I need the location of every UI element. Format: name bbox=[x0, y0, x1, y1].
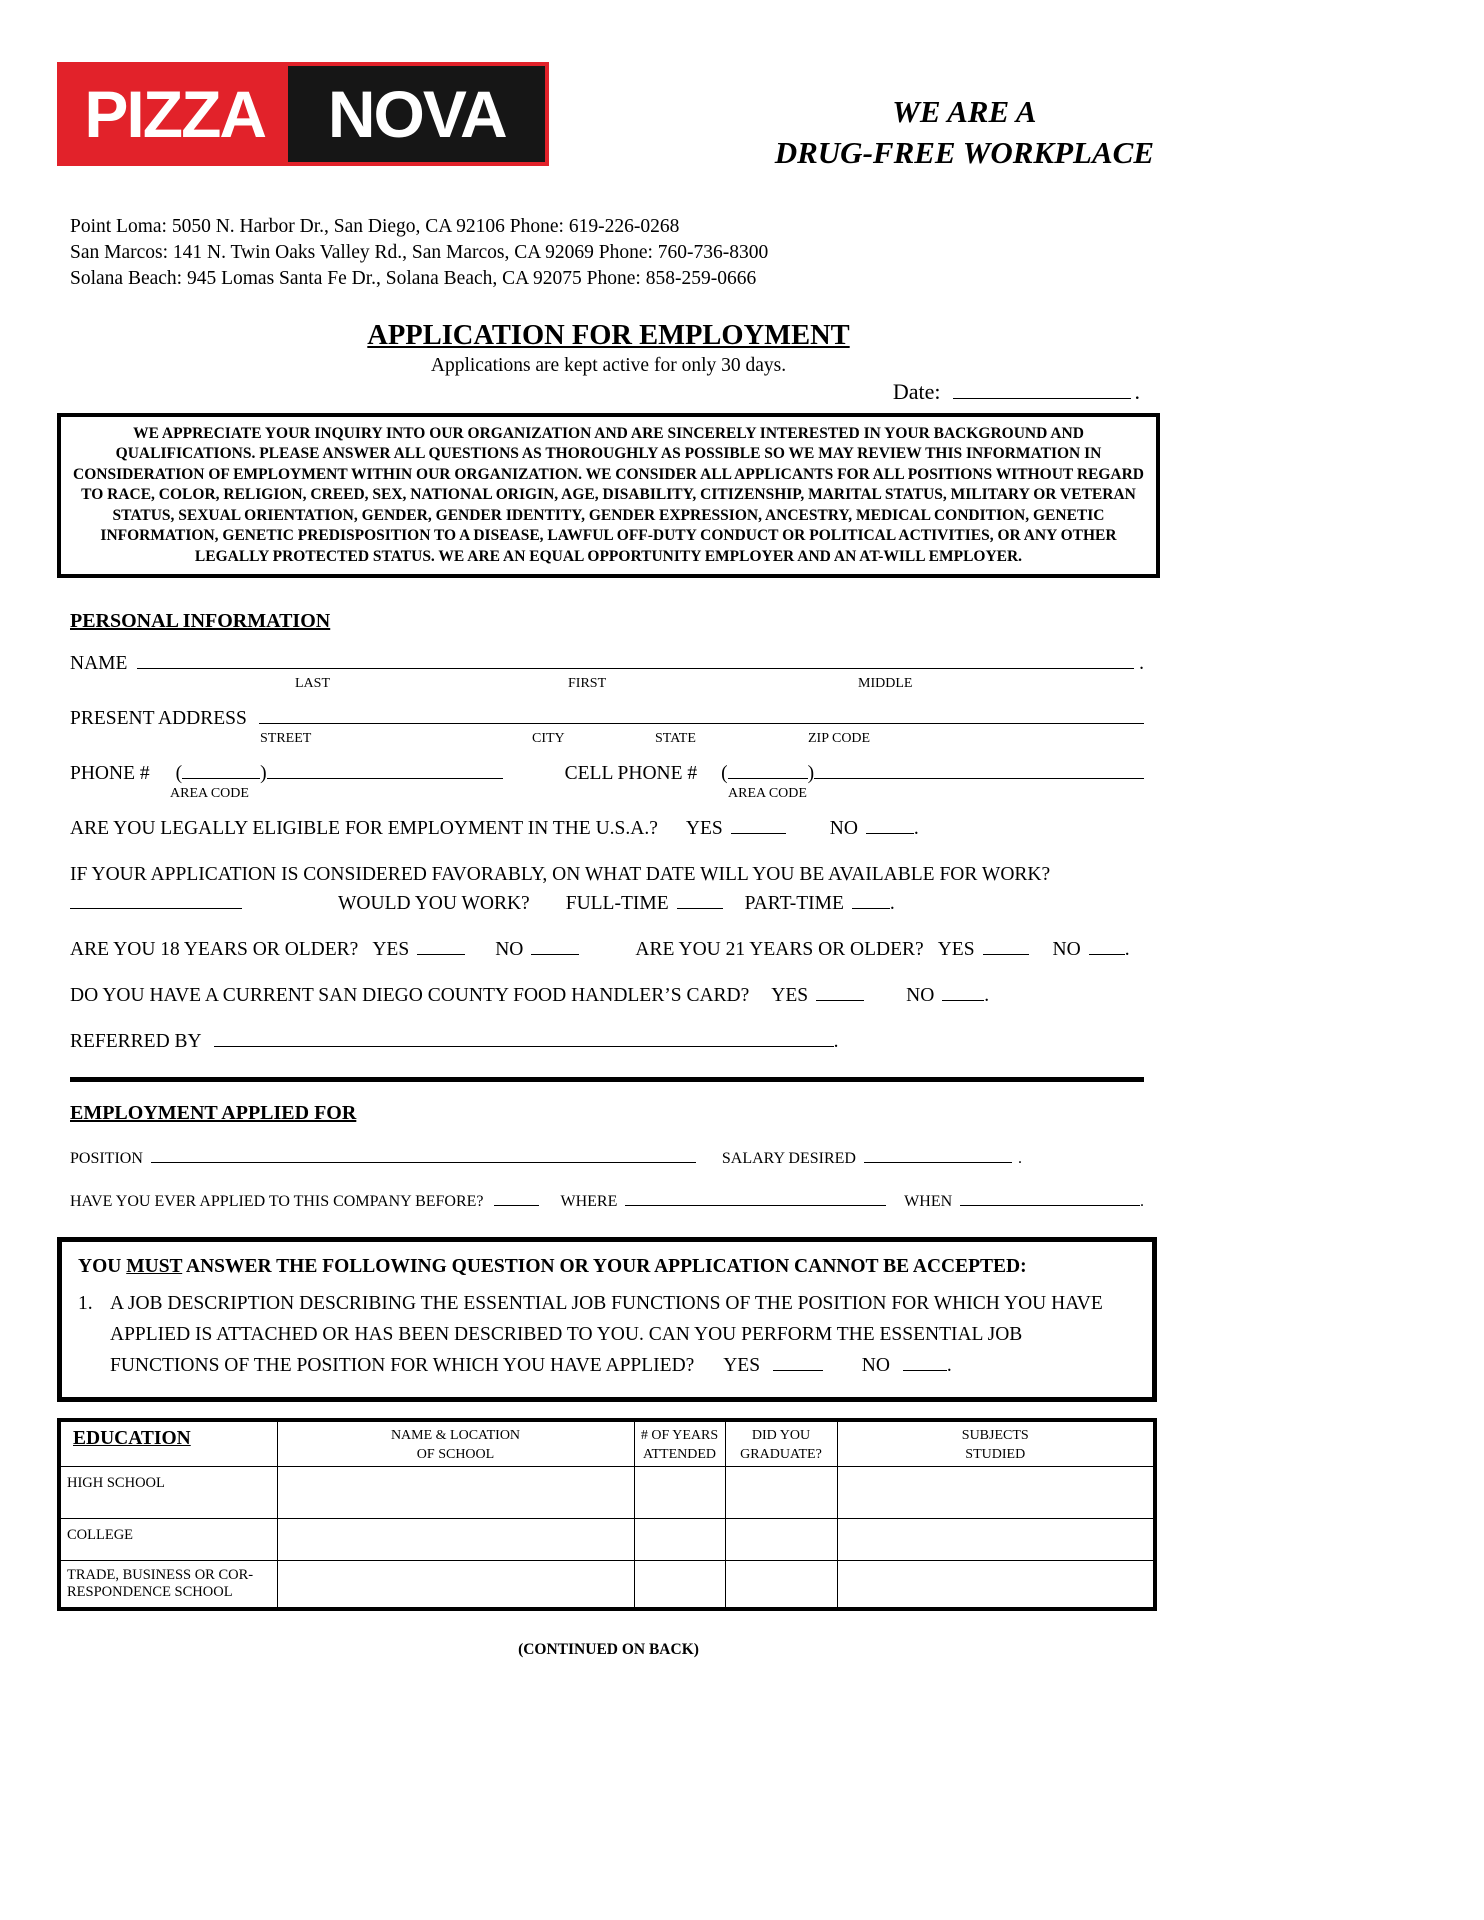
food-handler-row bbox=[70, 985, 1144, 1007]
col-school-line2: OF SCHOOL bbox=[416, 1447, 495, 1463]
eligible-row bbox=[70, 818, 1144, 840]
cell-number-field[interactable] bbox=[814, 763, 1144, 779]
would-you-work-label: WOULD YOU WORK? bbox=[338, 893, 530, 915]
high-school-graduate-cell[interactable] bbox=[725, 1467, 837, 1519]
cell-area-code-field[interactable] bbox=[728, 763, 808, 779]
question-text: A JOB DESCRIPTION DESCRIBING THE ESSENTIAL JOB FUNCTIONS OF THE POSITION FOR WHICH YOU HAVE APPLIED IS ATTACHED OR HAS BEEN DESCRIBED TO YOU. CAN YOU PERFORM THE ESSENTIAL JOB FUNCTIONS OF THE POSITION FOR WHICH YOU HAVE APPLIED? bbox=[110, 1293, 1103, 1377]
salary-desired-label: SALARY DESIRED bbox=[721, 1150, 856, 1168]
logo-pizza-text: PIZZA bbox=[61, 66, 288, 162]
row-label-trade bbox=[59, 1561, 277, 1609]
phone-label: PHONE # bbox=[70, 763, 150, 785]
available-question: IF YOUR APPLICATION IS CONSIDERED FAVORABLY, ON WHAT DATE WILL YOU BE AVAILABLE FOR WORK? bbox=[70, 864, 1051, 886]
referred-by-row bbox=[70, 1031, 1144, 1053]
education-header-row bbox=[59, 1420, 1155, 1467]
header bbox=[57, 62, 1160, 174]
sublabel-area-code-phone: AREA CODE bbox=[170, 786, 249, 802]
form-subtitle: Applications are kept active for only 30 days. bbox=[430, 354, 787, 376]
location-solana-beach: Solana Beach: 945 Lomas Santa Fe Dr., Solana Beach, CA 92075 Phone: 858-259-0666 bbox=[70, 267, 757, 289]
phone-area-code-field[interactable] bbox=[182, 763, 260, 779]
sublabel-area-code-cell: AREA CODE bbox=[728, 786, 807, 802]
education-row-trade bbox=[59, 1561, 1155, 1609]
pizza-nova-logo bbox=[57, 62, 549, 166]
period: . bbox=[1017, 1150, 1022, 1168]
applied-before-row bbox=[70, 1190, 1144, 1211]
eligible-no-field[interactable] bbox=[866, 818, 914, 834]
part-time-field[interactable] bbox=[852, 893, 890, 909]
position-label: POSITION bbox=[70, 1150, 143, 1168]
position-row bbox=[70, 1147, 1144, 1168]
yes-label: YES bbox=[685, 818, 723, 840]
period: . bbox=[1124, 939, 1130, 961]
trade-label-line2: RESPONDENCE SCHOOL bbox=[67, 1584, 233, 1601]
applied-before-question: HAVE YOU EVER APPLIED TO THIS COMPANY BEFORE? bbox=[70, 1193, 484, 1211]
referred-by-field[interactable] bbox=[214, 1031, 834, 1047]
part-time-label: PART-TIME bbox=[744, 893, 844, 915]
high-school-subjects-cell[interactable] bbox=[837, 1467, 1155, 1519]
form-title-text: APPLICATION FOR EMPLOYMENT bbox=[367, 319, 850, 351]
college-subjects-cell[interactable] bbox=[837, 1519, 1155, 1561]
no-label: NO bbox=[1052, 939, 1081, 961]
personal-information-heading: PERSONAL INFORMATION bbox=[70, 610, 331, 633]
full-time-label: FULL-TIME bbox=[565, 893, 669, 915]
date-field[interactable] bbox=[953, 383, 1131, 399]
location-san-marcos: San Marcos: 141 N. Twin Oaks Valley Rd., San Marcos, CA 92069 Phone: 760-736-8300 bbox=[70, 241, 769, 263]
col-years-header bbox=[634, 1420, 725, 1467]
col-grad-line2: GRADUATE? bbox=[740, 1447, 822, 1463]
phone-number-field[interactable] bbox=[267, 763, 503, 779]
must-answer-box bbox=[57, 1237, 1157, 1402]
address-row bbox=[70, 708, 1144, 730]
period: . bbox=[1134, 378, 1140, 404]
food-handler-no-field[interactable] bbox=[942, 985, 984, 1001]
education-row-college bbox=[59, 1519, 1155, 1561]
row-label-college: COLLEGE bbox=[59, 1519, 277, 1561]
when-label: WHEN bbox=[904, 1193, 953, 1211]
period: . bbox=[1139, 653, 1144, 675]
date-row bbox=[57, 379, 1160, 405]
college-years-cell[interactable] bbox=[634, 1519, 725, 1561]
form-title bbox=[57, 320, 1160, 352]
sublabel-middle: MIDDLE bbox=[858, 676, 913, 692]
name-label: NAME bbox=[70, 653, 128, 675]
sublabel-first: FIRST bbox=[568, 676, 607, 692]
age18-question: ARE YOU 18 YEARS OR OLDER? bbox=[70, 939, 359, 961]
where-label: WHERE bbox=[560, 1193, 618, 1211]
present-address-field[interactable] bbox=[259, 708, 1144, 724]
education-table bbox=[57, 1418, 1157, 1611]
must-q1-yes-field[interactable] bbox=[773, 1355, 823, 1371]
period: . bbox=[984, 985, 990, 1007]
employment-applied-heading: EMPLOYMENT APPLIED FOR bbox=[70, 1102, 357, 1125]
available-date-field[interactable] bbox=[70, 893, 242, 909]
trade-years-cell[interactable] bbox=[634, 1561, 725, 1609]
open-paren: ( bbox=[721, 763, 728, 785]
no-label: NO bbox=[861, 1355, 890, 1377]
age18-yes-field[interactable] bbox=[417, 939, 465, 955]
sublabel-state: STATE bbox=[655, 731, 696, 747]
continued-on-back: (CONTINUED ON BACK) bbox=[518, 1640, 699, 1658]
age-row bbox=[70, 939, 1144, 961]
present-address-label: PRESENT ADDRESS bbox=[70, 708, 247, 730]
salary-field[interactable] bbox=[864, 1147, 1012, 1163]
phone-row bbox=[70, 763, 1144, 785]
col-graduate-header bbox=[725, 1420, 837, 1467]
high-school-name-cell[interactable] bbox=[277, 1467, 634, 1519]
applied-before-field[interactable] bbox=[494, 1190, 539, 1206]
college-graduate-cell[interactable] bbox=[725, 1519, 837, 1561]
no-label: NO bbox=[829, 818, 858, 840]
high-school-years-cell[interactable] bbox=[634, 1467, 725, 1519]
tagline-line1: WE ARE A bbox=[892, 94, 1037, 129]
row-label-high-school: HIGH SCHOOL bbox=[59, 1467, 277, 1519]
store-locations bbox=[70, 214, 1160, 292]
must-q1-no-field[interactable] bbox=[903, 1355, 947, 1371]
eligible-yes-field[interactable] bbox=[731, 818, 786, 834]
sublabel-last: LAST bbox=[295, 676, 330, 692]
must-heading-pre: YOU bbox=[78, 1256, 127, 1278]
question-number: 1. bbox=[78, 1293, 93, 1315]
full-time-field[interactable] bbox=[677, 893, 723, 909]
must-heading-post: ANSWER THE FOLLOWING QUESTION OR YOUR APPLICATION CANNOT BE ACCEPTED: bbox=[182, 1256, 1027, 1278]
when-field[interactable] bbox=[960, 1190, 1140, 1206]
position-field[interactable] bbox=[151, 1147, 696, 1163]
tagline-line2: DRUG-FREE WORKPLACE bbox=[774, 134, 1154, 170]
period: . bbox=[889, 893, 895, 915]
area-code-sublabels bbox=[70, 785, 1160, 805]
college-name-cell[interactable] bbox=[277, 1519, 634, 1561]
must-question-1 bbox=[78, 1288, 1136, 1381]
trade-subjects-cell[interactable] bbox=[837, 1561, 1155, 1609]
trade-graduate-cell[interactable] bbox=[725, 1561, 837, 1609]
open-paren: ( bbox=[175, 763, 183, 785]
period: . bbox=[833, 1031, 839, 1053]
trade-name-cell[interactable] bbox=[277, 1561, 634, 1609]
food-handler-question: DO YOU HAVE A CURRENT SAN DIEGO COUNTY FOOD HANDLER’S CARD? bbox=[70, 985, 750, 1007]
col-subjects-header bbox=[837, 1420, 1155, 1467]
col-subjects-line2: STUDIED bbox=[965, 1447, 1026, 1463]
education-heading: EDUCATION bbox=[73, 1428, 191, 1450]
yes-label: YES bbox=[771, 985, 809, 1007]
food-handler-yes-field[interactable] bbox=[816, 985, 864, 1001]
must-answer-heading bbox=[78, 1256, 1136, 1278]
col-school-header bbox=[277, 1420, 634, 1467]
col-school-line1: NAME & LOCATION bbox=[390, 1428, 521, 1444]
location-point-loma: Point Loma: 5050 N. Harbor Dr., San Diego, CA 92106 Phone: 619-226-0268 bbox=[70, 215, 680, 237]
col-years-line1: # OF YEARS bbox=[640, 1428, 719, 1444]
col-subjects-line1: SUBJECTS bbox=[961, 1428, 1029, 1444]
where-field[interactable] bbox=[625, 1190, 886, 1206]
col-grad-line1: DID YOU bbox=[751, 1428, 811, 1444]
age21-no-field[interactable] bbox=[1089, 939, 1125, 955]
education-row-high-school bbox=[59, 1467, 1155, 1519]
available-answer-row bbox=[70, 893, 1144, 915]
yes-label: YES bbox=[723, 1355, 761, 1377]
logo-nova-text: NOVA bbox=[288, 66, 545, 162]
yes-label: YES bbox=[937, 939, 975, 961]
eligible-question: ARE YOU LEGALLY ELIGIBLE FOR EMPLOYMENT IN THE U.S.A.? bbox=[70, 818, 658, 840]
sublabel-city: CITY bbox=[532, 731, 565, 747]
date-label: Date: bbox=[892, 378, 941, 404]
period: . bbox=[913, 818, 919, 840]
close-paren: ) bbox=[807, 763, 815, 785]
eeo-notice-box: WE APPRECIATE YOUR INQUIRY INTO OUR ORGANIZATION AND ARE SINCERELY INTERESTED IN YOUR BACKGROUND AND QUALIFICATIONS. PLEASE ANSWER ALL QUESTIONS AS THOROUGHLY AS POSSIBLE SO WE MAY REVIEW THIS INFORMATION IN CONSIDERATION OF EMPLOYMENT WITHIN OUR ORGANIZATION. WE CONSIDER ALL APPLICANTS FOR ALL POSITIONS WITHOUT REGARD TO RACE, COLOR, RELIGION, CREED, SEX, NATIONAL ORIGIN, AGE, DISABILITY, CITIZENSHIP, MARITAL STATUS, MILITARY OR VETERAN STATUS, SEXUAL ORIENTATION, GENDER, GENDER IDENTITY, GENDER EXPRESSION, ANCESTRY, MEDICAL CONDITION, GENETIC INFORMATION, GENETIC PREDISPOSITION TO A DISEASE, LAWFUL OFF-DUTY CONDUCT OR POLITICAL ACTIVITIES, OR ANY OTHER LEGALLY PROTECTED STATUS. WE ARE AN EQUAL OPPORTUNITY EMPLOYER AND AN AT-WILL EMPLOYER. bbox=[57, 413, 1160, 579]
period: . bbox=[1140, 1193, 1145, 1211]
drug-free-tagline bbox=[775, 92, 1154, 174]
name-field[interactable] bbox=[137, 653, 1134, 669]
name-row bbox=[70, 653, 1144, 675]
sublabel-street: STREET bbox=[260, 731, 312, 747]
referred-by-label: REFERRED BY bbox=[70, 1031, 202, 1053]
trade-label-line1: TRADE, BUSINESS OR COR- bbox=[67, 1567, 254, 1584]
address-sublabels bbox=[70, 730, 1160, 750]
cell-phone-label: CELL PHONE # bbox=[564, 763, 698, 785]
name-sublabels bbox=[70, 675, 1160, 695]
close-paren: ) bbox=[260, 763, 267, 785]
period: . bbox=[946, 1355, 952, 1377]
col-years-line2: ATTENDED bbox=[642, 1447, 717, 1463]
must-heading-must: MUST bbox=[126, 1256, 183, 1278]
no-label: NO bbox=[906, 985, 935, 1007]
yes-label: YES bbox=[372, 939, 410, 961]
section-divider bbox=[70, 1077, 1144, 1082]
age18-no-field[interactable] bbox=[531, 939, 579, 955]
age21-question: ARE YOU 21 YEARS OR OLDER? bbox=[635, 939, 924, 961]
form-content bbox=[57, 62, 1160, 1659]
education-heading-cell bbox=[59, 1420, 277, 1467]
sublabel-zip: ZIP CODE bbox=[808, 731, 871, 747]
age21-yes-field[interactable] bbox=[983, 939, 1029, 955]
no-label: NO bbox=[495, 939, 524, 961]
